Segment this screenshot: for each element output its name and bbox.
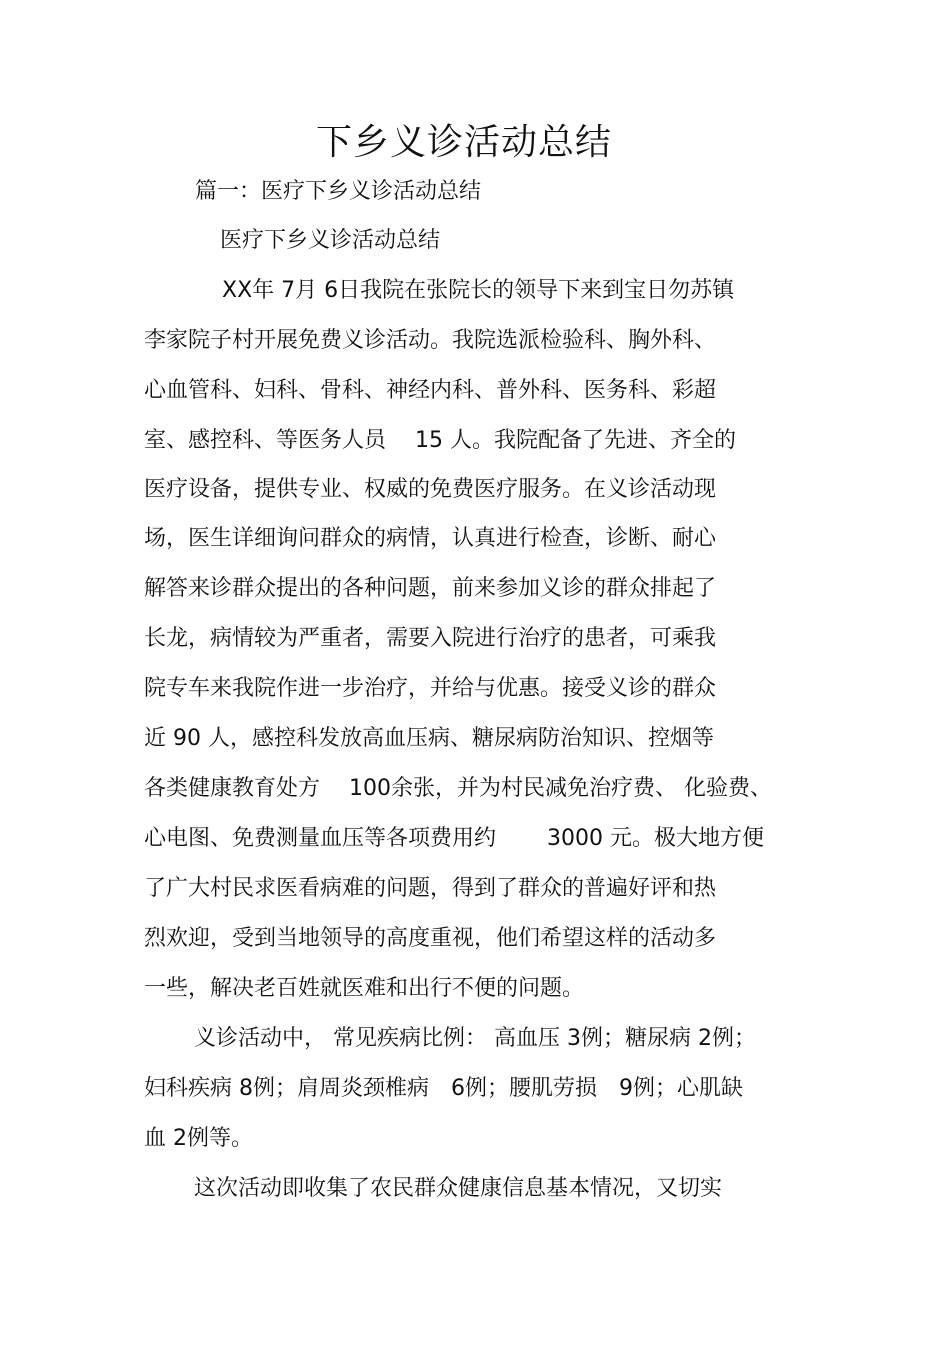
paragraph-line: XX年 7月 6日我院在张院长的领导下来到宝日勿苏镇 <box>222 278 735 303</box>
paragraph-line: 长龙，病情较为严重者，需要入院进行治疗的患者，可乘我 <box>144 626 717 651</box>
paragraph-line: 这次活动即收集了农民群众健康信息基本情况，又切实 <box>194 1176 723 1201</box>
paragraph-line: 血 2例等。 <box>144 1126 253 1151</box>
paragraph-line: 解答来诊群众提出的各种问题，前来参加义诊的群众排起了 <box>144 576 717 601</box>
paragraph-line: 李家院子村开展免费义诊活动。我院选派检验科、胸外科、 <box>144 328 717 353</box>
paragraph-line: 室、感控科、等医务人员 15 人。我院配备了先进、齐全的 <box>144 428 736 453</box>
paragraph-line: 近 90 人，感控科发放高血压病、糖尿病防治知识、控烟等 <box>144 726 714 751</box>
paragraph-line: 医疗设备，提供专业、权威的免费医疗服务。在义诊活动现 <box>144 477 717 502</box>
paragraph-line: 心血管科、妇科、骨科、神经内科、普外科、医务科、彩超 <box>144 378 717 403</box>
paragraph-line: 烈欢迎，受到当地领导的高度重视，他们希望这样的活动多 <box>144 926 717 951</box>
paragraph-line: 一些，解决老百姓就医难和出行不便的问题。 <box>144 976 585 1001</box>
paragraph-line: 义诊活动中， 常见疾病比例： 高血压 3例；糖尿病 2例； <box>194 1026 756 1051</box>
paragraph-line: 心电图、免费测量血压等各项费用约 3000 元。极大地方便 <box>144 826 764 851</box>
document-title: 下乡义诊活动总结 <box>315 122 612 163</box>
paragraph-line: 场，医生详细询问群众的病情，认真进行检查，诊断、耐心 <box>144 526 717 551</box>
subheading: 医疗下乡义诊活动总结 <box>220 228 441 253</box>
paragraph-line: 妇科疾病 8例；肩周炎颈椎病 6例；腰肌劳损 9例；心肌缺 <box>144 1076 743 1101</box>
paragraph-line: 各类健康教育处方 100余张，并为村民减免治疗费、 化验费、 <box>144 776 772 801</box>
paragraph-line: 院专车来我院作进一步治疗，并给与优惠。接受义诊的群众 <box>144 676 717 701</box>
section-heading: 篇一：医疗下乡义诊活动总结 <box>195 179 482 204</box>
paragraph-line: 了广大村民求医看病难的问题，得到了群众的普遍好评和热 <box>144 876 717 901</box>
